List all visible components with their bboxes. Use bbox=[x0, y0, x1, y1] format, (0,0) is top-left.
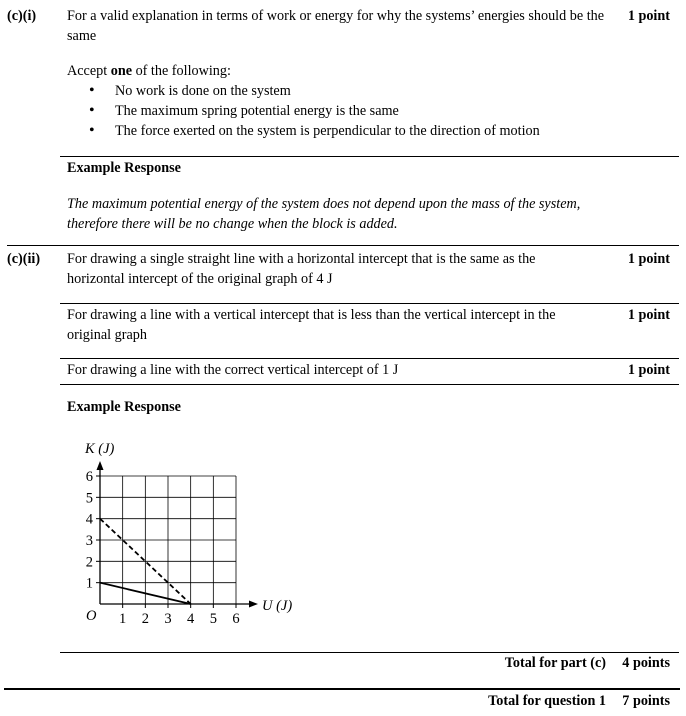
part-cii-example-heading: Example Response bbox=[67, 399, 181, 415]
y-tick-label: 5 bbox=[85, 490, 93, 507]
x-axis-arrowhead bbox=[249, 601, 258, 608]
y-tick-label: 2 bbox=[85, 554, 93, 571]
part-cii-criterion-2: For drawing a line with a vertical intercept that is less than the vertical intercept in the original graph bbox=[67, 307, 556, 343]
y-axis-arrowhead bbox=[97, 461, 104, 470]
graph-grid bbox=[100, 476, 236, 604]
part-cii-criterion-3: For drawing a line with the correct vertical intercept of 1 J bbox=[67, 362, 399, 378]
graph-axes bbox=[97, 461, 259, 608]
y-axis-label: K (J) bbox=[85, 441, 115, 457]
question-total-label: Total for question 1 bbox=[488, 693, 606, 709]
part-ci-example-text: The maximum potential energy of the system does not depend upon the mass of the system, therefore there will be no change when the block is added. bbox=[67, 196, 581, 232]
part-cii-criterion-1-points: 1 point bbox=[627, 251, 670, 267]
y-tick-label: 4 bbox=[85, 511, 93, 528]
part-ci-criterion: For a valid explanation in terms of work or energy for why the systems’ energies should be the same bbox=[67, 8, 605, 44]
part-total-points: 4 points bbox=[622, 655, 670, 671]
part-total-label: Total for part (c) bbox=[504, 655, 606, 671]
y-tick-label: 3 bbox=[85, 533, 93, 549]
part-ci-example-heading: Example Response bbox=[67, 160, 181, 176]
part-ci-points: 1 point bbox=[627, 8, 670, 24]
y-tick-label: 1 bbox=[85, 575, 93, 592]
accept-prefix: Accept bbox=[67, 63, 111, 79]
part-cii-criterion-3-points: 1 point bbox=[627, 362, 670, 378]
accept-one: one bbox=[110, 63, 133, 79]
part-ci-label: (c)(i) bbox=[7, 8, 37, 24]
list-item: • The maximum spring potential energy is the same bbox=[67, 101, 627, 121]
x-tick-label: 2 bbox=[141, 611, 149, 627]
x-tick-label: 1 bbox=[119, 611, 127, 627]
origin-label: O bbox=[86, 608, 97, 624]
part-cii-criterion-1: For drawing a single straight line with a horizontal intercept that is the same as the horizontal intercept of the original graph of 4 J bbox=[67, 251, 536, 287]
x-axis-label: U (J) bbox=[262, 598, 293, 614]
list-item: • No work is done on the system bbox=[67, 81, 627, 101]
part-cii-criterion-2-points: 1 point bbox=[627, 307, 670, 323]
question-total-points: 7 points bbox=[622, 693, 670, 709]
accept-suffix: of the following: bbox=[132, 63, 231, 79]
x-tick-label: 6 bbox=[232, 611, 240, 627]
part-cii-label: (c)(ii) bbox=[7, 251, 41, 267]
y-tick-label: 6 bbox=[85, 469, 93, 485]
divider bbox=[4, 688, 680, 690]
list-item: • The force exerted on the system is perpendicular to the direction of motion bbox=[67, 121, 627, 141]
x-tick-label: 4 bbox=[187, 611, 195, 627]
x-tick-label: 5 bbox=[209, 611, 217, 627]
x-tick-label: 3 bbox=[164, 611, 172, 627]
